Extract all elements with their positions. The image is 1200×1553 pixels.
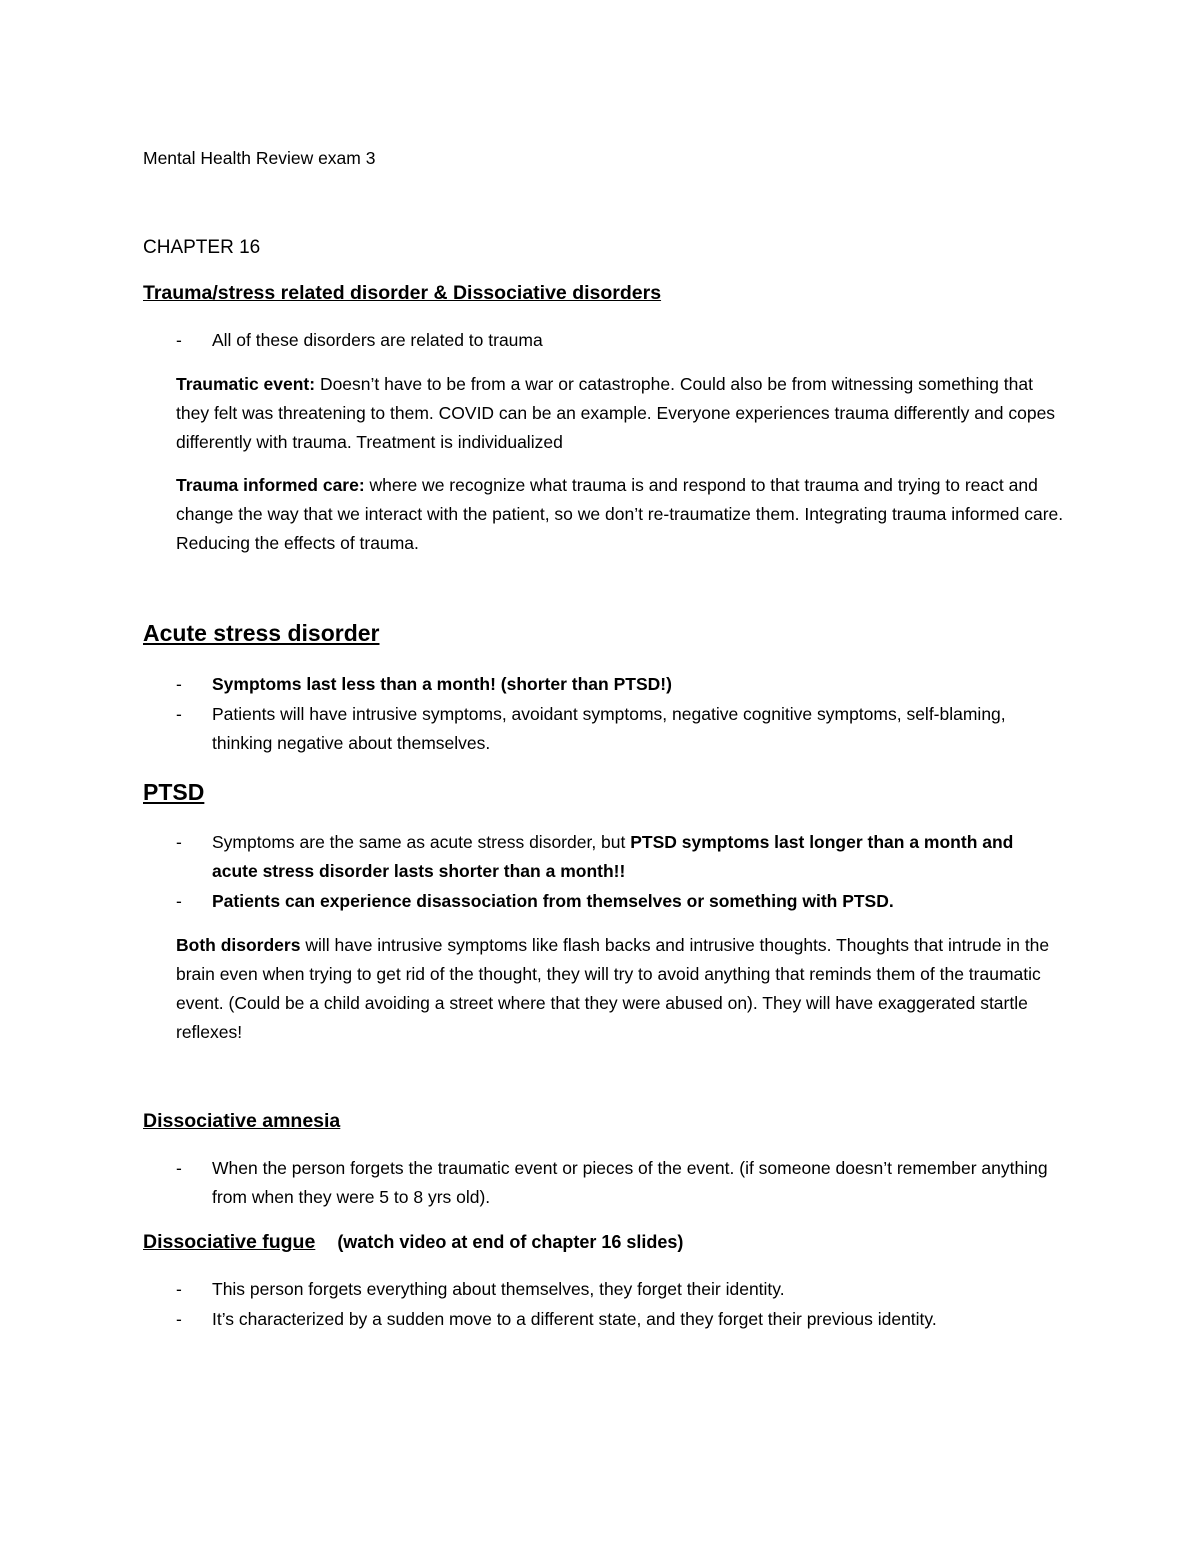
- bullet-text: All of these disorders are related to trauma: [212, 330, 543, 350]
- paragraph-traumatic-event: [176, 370, 1066, 457]
- section-heading-amnesia: Dissociative amnesia: [143, 1110, 341, 1132]
- bullet-text: Symptoms last less than a month! (shorter than PTSD!): [212, 674, 672, 694]
- list-item: [176, 887, 1056, 916]
- paragraph-text: where we recognize what trauma is and respond to that trauma and trying to react and change the way that we interact with the patient, so we don’t re-traumatize them. Integrating trauma informed care. Reducing the effects of trauma.: [176, 475, 1064, 553]
- chapter-heading: CHAPTER 16: [143, 237, 261, 258]
- list-item: [176, 1154, 1056, 1212]
- bullet-dash: -: [176, 704, 182, 724]
- bullet-dash: -: [176, 1279, 182, 1299]
- section-heading-acute: Acute stress disorder: [143, 620, 380, 646]
- paragraph-trauma-informed-care: [176, 471, 1066, 558]
- list-item: [176, 828, 1056, 886]
- list-item: [176, 670, 1056, 699]
- bullet-dash: -: [176, 832, 182, 852]
- bullet-dash: -: [176, 1158, 182, 1178]
- bullet-dash: -: [176, 330, 182, 350]
- bullet-text: It’s characterized by a sudden move to a different state, and they forget their previous identity.: [212, 1309, 937, 1329]
- bullet-text-plain: Symptoms are the same as acute stress disorder, but: [212, 832, 631, 852]
- heading-note: (watch video at end of chapter 16 slides): [337, 1232, 684, 1252]
- bullet-dash: -: [176, 1309, 182, 1329]
- section-heading-trauma: Trauma/stress related disorder & Dissociative disorders: [143, 282, 662, 304]
- section-heading-fugue-row: [143, 1228, 1063, 1257]
- list-item: [176, 1275, 1056, 1304]
- document-title: Mental Health Review exam 3: [143, 148, 376, 168]
- paragraph-text: Doesn’t have to be from a war or catastrophe. Could also be from witnessing something that they felt was threatening to them. COVID can be an example. Everyone experiences trauma differently and copes differently with trauma. Treatment is individualized: [176, 374, 1056, 452]
- list-item: [176, 700, 1056, 758]
- bullet-text: [176, 828, 1056, 886]
- list-item: [176, 1305, 1056, 1334]
- bullet-text: When the person forgets the traumatic event or pieces of the event. (if someone doesn’t remember anything from when they were 5 to 8 yrs old).: [212, 1158, 1048, 1207]
- section-heading-fugue: Dissociative fugue: [143, 1231, 316, 1253]
- bullet-dash: -: [176, 891, 182, 911]
- bullet-text: Patients will have intrusive symptoms, avoidant symptoms, negative cognitive symptoms, self-blaming, thinking negative about themselves.: [212, 704, 1006, 753]
- paragraph-text: will have intrusive symptoms like flash backs and intrusive thoughts. Thoughts that intrude in the brain even when trying to get rid of the thought, they will try to avoid anything that reminds them of the traumatic event. (Could be a child avoiding a street where that they were abused on). They will have exaggerated startle reflexes!: [176, 935, 1050, 1042]
- term-label: Traumatic event:: [176, 374, 316, 394]
- list-item: [176, 326, 1056, 355]
- bullet-dash: -: [176, 674, 182, 694]
- term-label: Trauma informed care:: [176, 475, 365, 495]
- bullet-text: Patients can experience disassociation from themselves or something with PTSD.: [212, 891, 894, 911]
- bullet-text-bold: PTSD symptoms last longer than a month and acute stress disorder lasts shorter than a month!!: [212, 832, 1014, 881]
- section-heading-ptsd: PTSD: [143, 779, 205, 805]
- paragraph-both-disorders: [176, 931, 1066, 1047]
- bullet-text: This person forgets everything about themselves, they forget their identity.: [212, 1279, 785, 1299]
- term-label: Both disorders: [176, 935, 301, 955]
